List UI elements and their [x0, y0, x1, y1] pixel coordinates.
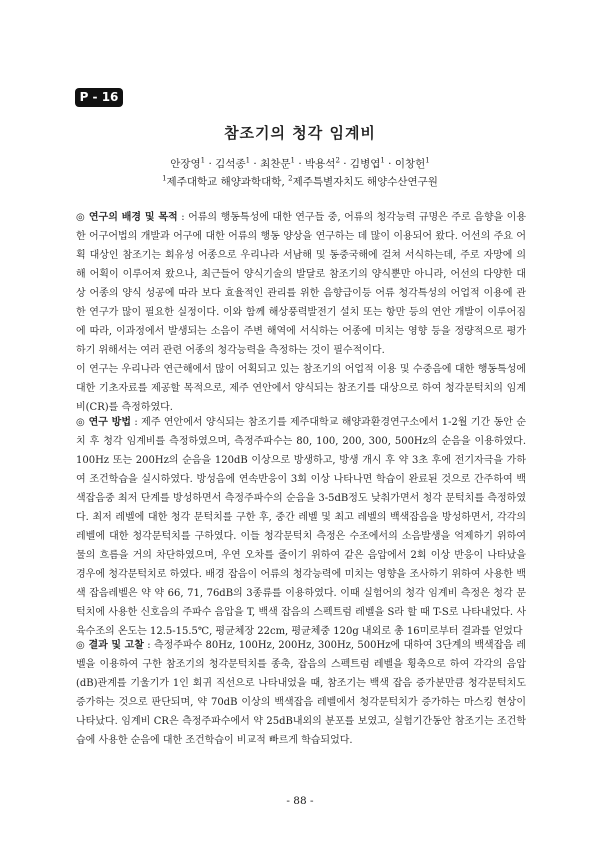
- affiliation-text: 제주특별자치도 해양수산연구원: [292, 176, 438, 188]
- poster-badge: P - 16: [75, 88, 123, 107]
- section-paragraph: [76, 636, 526, 750]
- author-list: [0, 156, 600, 171]
- affiliation-mark: 1: [162, 174, 167, 183]
- author-name: 박용석: [305, 158, 336, 170]
- affiliation-text: 제주대학교 해양과학대학,: [166, 176, 289, 188]
- author-separator: ·: [384, 158, 395, 170]
- author-separator: ·: [205, 158, 216, 170]
- author-name: 김병엽: [349, 158, 381, 170]
- author-affil-mark: 1: [245, 156, 251, 165]
- author-affil-mark: 2: [335, 156, 340, 165]
- affiliation-mark: 2: [288, 174, 293, 183]
- paragraph-text: : 측정주파수 80Hz, 100Hz, 200Hz, 300Hz, 500Hz에 대하여 3단계의 백색잡음 레벨을 이용하여 구한 참조기의 청각문턱치를 종축, 잡음의 스펙트럼 레벨을 횡축으로 하여 각각의 음압(dB)관계를 기울기가 1인 회귀 직선으로 나타내었을 때, 참조기는 백색 잡음 증가분만큼 청각문턱치도 증가하는 것으로 판단되며, 약 70dB 이상의 백색잡음 레벨에서 청각문턱치가 증가하는 마스킹 현상이 나타났다. 임계비 CR은 측정주파수에서 약 25dB내외의 분포를 보였고, 실험기간동안 참조기는 조건학습에 사용한 순음에 대한 조건학습이 비교적 빠르게 학습되었다.: [76, 640, 526, 746]
- section-paragraph: [76, 208, 526, 360]
- author-affil-mark: 1: [425, 156, 430, 165]
- section-heading: ◎ 연구 방법: [76, 417, 131, 428]
- paragraph-text: : 제주 연안에서 양식되는 참조기를 제주대학교 해양과환경연구소에서 1-2월 기간 동안 순치 후 청각 임계비를 측정하였으며, 측정주파수는 80, 100, 200, 300, 500Hz의 순음을 이용하였다. 100Hz 또는 200Hz의 순음을 120dB 이상으로 방생하고, 방생 개시 후 약 3초 후에 전기자극을 가하여 조건학습을 실시하였다. 방성음에 연속반응이 3회 이상 나타나면 학습이 완료된 것으로 간주하여 백색잡음중 최저 단계를 방성하면서 측정주파수의 순음을 3-5dB정도 낮춰가면서 청각 문턱치를 측정하였다. 최저 레벨에 대한 청각 문턱치를 구한 후, 중간 레벨 및 최고 레벨의 백색잡음을 방성하면서, 각각의 레벨에 대한 청각문턱치를 구하였다. 이들 청각문턱치 측정은 수조에서의 소음발생을 억제하기 위하여 물의 흐름을 거의 차단하였으며, 우연 오차를 줄이기 위하여 같은 음압에서 2회 이상 반응이 나타났을 경우에 청각문턱치로 하였다. 배경 잡음이 어류의 청각능력에 미치는 영향을 조사하기 위하여 사용한 백색 잡음레벨은 약 약 66, 71, 76dB의 3종류를 이용하였다. 이때 실험어의 청각 임계비 측정은 청각 문턱치에 사용한 신호음의 주파수 음압을 T, 백색 잡음의 스펙트럼 레벨을 S라 할 때 T-S로 나타내었다. 사육수조의 온도는 12.5-15.5℃, 평균체장 22cm, 평균체중 120g 내외로 총 16미로부터 결과를 얻었다: [76, 417, 526, 637]
- author-name: 김석종: [215, 158, 246, 170]
- author-name: 이창헌: [394, 158, 426, 170]
- section-heading: ◎ 결과 및 고찰: [76, 640, 144, 651]
- author-separator: ·: [339, 158, 350, 170]
- affiliation-line: [0, 174, 600, 189]
- author-separator: ·: [250, 158, 261, 170]
- page-number: - 88 -: [286, 795, 314, 807]
- section-paragraph: [76, 413, 526, 641]
- section-background: [76, 208, 526, 417]
- section-methods: [76, 413, 526, 641]
- paragraph-text: : 어류의 행동특성에 대한 연구들 중, 어류의 청각능력 규명은 주로 음향을 이용한 어구어법의 개발과 어구에 대한 어류의 행동 양상을 연구하는 데 많이 이용되어 왔다. 어선의 주요 어획 대상인 참조기는 회유성 어종으로 우리나라 서남해 및 동중국해에 걸쳐 서식하는데, 주로 자망에 의해 어획이 이루어져 왔으나, 최근들어 양식기술의 발달로 참조기의 양식뿐만 아니라, 어선의 다양한 대상 어종의 양식 성공에 따라 보다 효율적인 관리를 위한 음향급이등 어류 청각특성의 어업적 이용에 관한 연구가 많이 필요한 실정이다. 이와 함께 해상풍력발전기 설치 또는 항만 등의 연안 개발이 이루어짐에 따라, 이과정에서 발생되는 소음이 주변 해역에 서식하는 어종에 미치는 영향 등을 정량적으로 평가하기 위해서는 여러 관련 어종의 청각능력을 측정하는 것이 필수적이다.: [76, 212, 526, 356]
- author-separator: ·: [294, 158, 305, 170]
- section-heading: ◎ 연구의 배경 및 목적: [76, 212, 178, 223]
- author-affil-mark: 1: [200, 156, 206, 165]
- paper-title: 참조기의 청각 임계비: [224, 124, 376, 142]
- author-name: 최찬문: [260, 158, 291, 170]
- author-affil-mark: 1: [290, 156, 295, 165]
- author-name: 안장영: [170, 158, 201, 170]
- section-paragraph: 이 연구는 우리나라 연근해에서 많이 어획되고 있는 참조기의 어업적 이용 및 수중음에 대한 행동특성에 대한 기초자료를 제공할 목적으로, 제주 연안에서 양식되는 참조기를 대상으로 하여 청각문턱치의 임계비(CR)를 측정하였다.: [76, 364, 526, 413]
- author-affil-mark: 1: [380, 156, 385, 165]
- section-results: [76, 636, 526, 750]
